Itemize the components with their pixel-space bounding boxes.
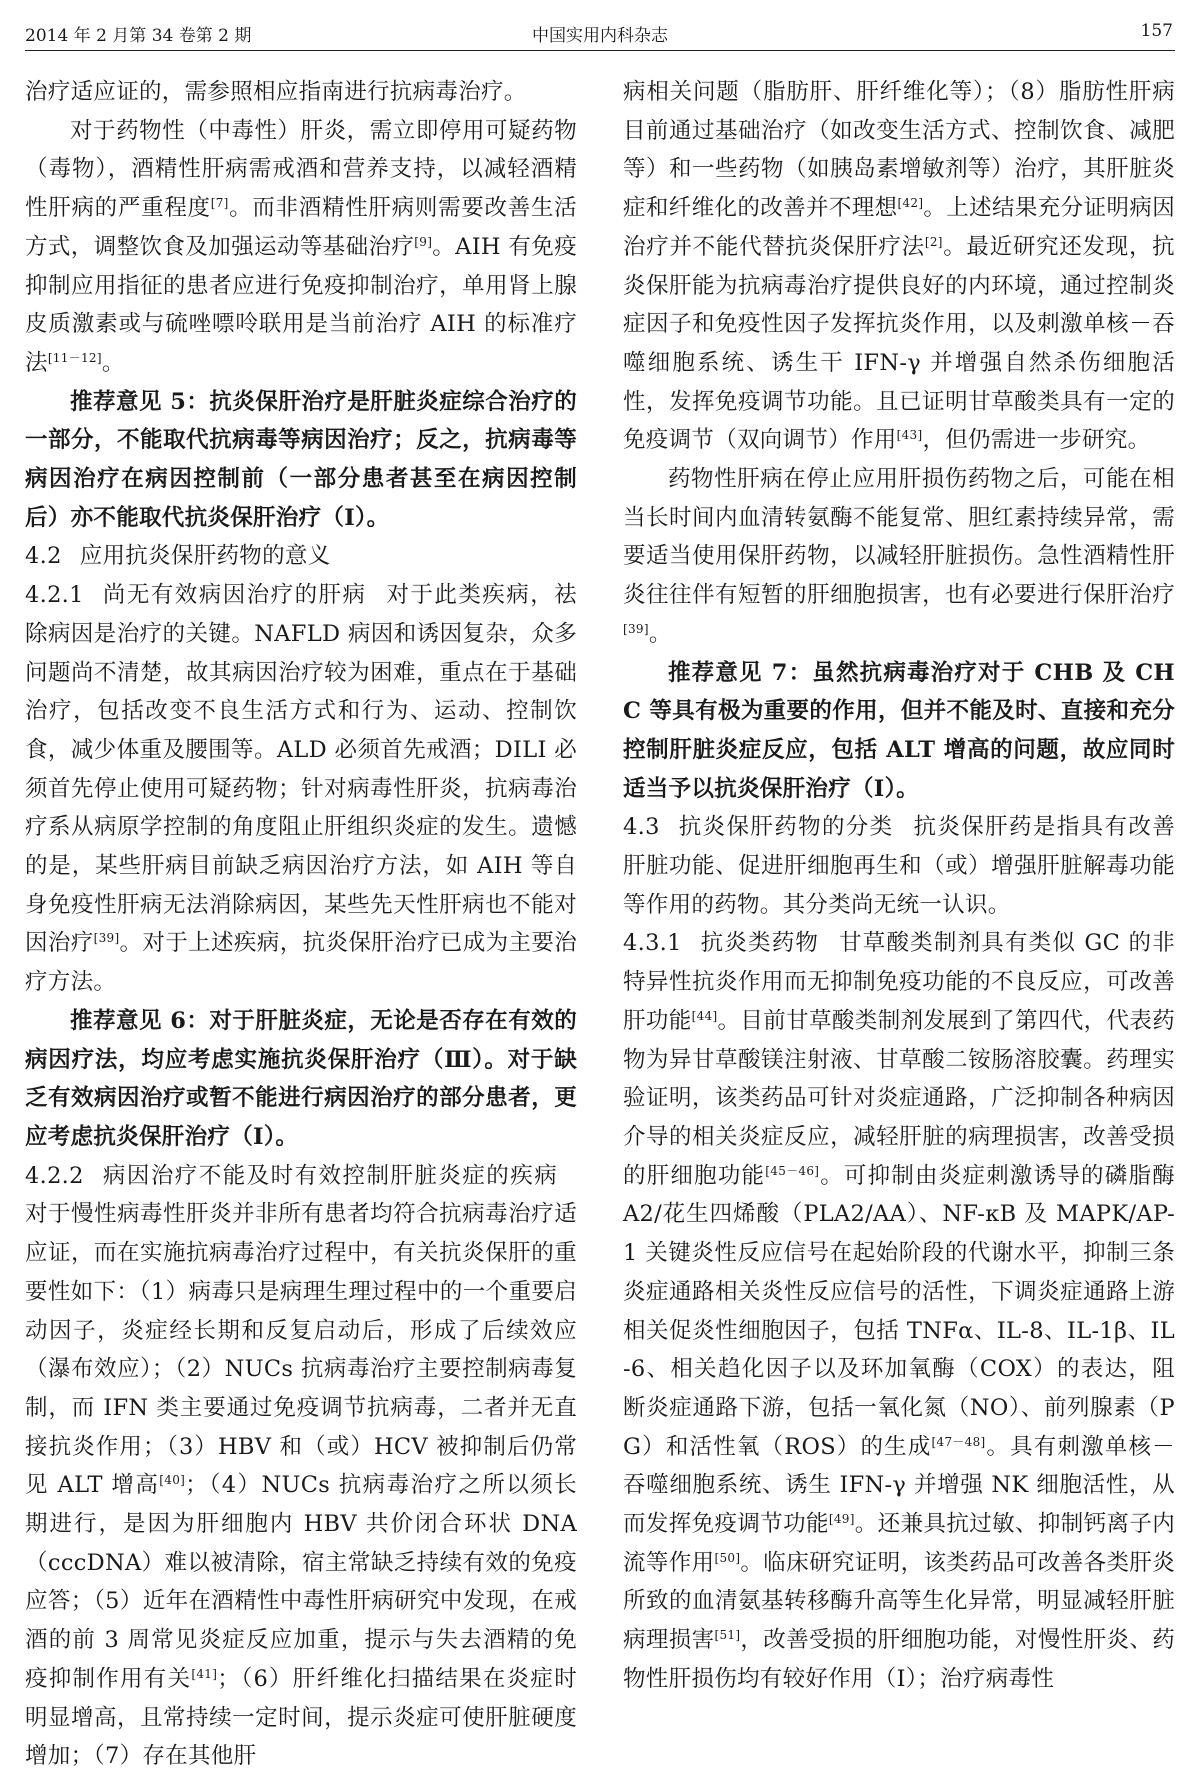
issue-info: 2014 年 2 月第 34 卷第 2 期 bbox=[25, 26, 252, 46]
citation: [40] bbox=[159, 1473, 186, 1488]
recommendation-5: 推荐意见 5：抗炎保肝治疗是肝脏炎症综合治疗的一部分，不能取代抗病毒等病因治疗；反之，抗病毒等病因治疗在病因控制前（一部分患者甚至在病因控制后）亦不能取代抗炎保肝治疗（Ⅰ）。 bbox=[25, 388, 577, 531]
subsection-heading: 抗炎保肝药物的分类 bbox=[677, 814, 894, 841]
citation: [42] bbox=[897, 196, 924, 211]
recommendation-7: 推荐意见 7：虽然抗病毒治疗对于 CHB 及 CHC 等具有极为重要的作用，但并不能及时、直接和充分控制肝脏炎症反应，包括 ALT 增高的问题，故应同时适当予以抗炎保肝治疗（Ⅰ）。 bbox=[623, 659, 1175, 802]
citation: [50] bbox=[714, 1550, 741, 1565]
subsection-heading: 抗炎类药物 bbox=[699, 930, 820, 957]
citation: [2] bbox=[924, 234, 943, 249]
running-header bbox=[25, 14, 1175, 51]
paragraph: 药物性肝病在停止应用肝损伤药物之后，可能在相当长时间内血清转氨酶不能复常、胆红素持续异常，需要适当使用保肝药物，以减轻肝脏损伤。急性酒精性肝炎往往伴有短暂的肝细胞损害，也有必要进行保肝治疗[39]。 bbox=[623, 466, 1175, 647]
section-4-2-1: 4.2.1 尚无有效病因治疗的肝病 对于此类疾病，祛除病因是治疗的关键。NAFLD 病因和诱因复杂，众多问题尚不清楚，故其病因治疗较为困难，重点在于基础治疗，包括改变不良生活方式和行为、运动、控制饮食，减少体重及腰围等。ALD 必须首先戒酒；DILI 必须首先停止使用可疑药物；针对病毒性肝炎，抗病毒治疗系从病原学控制的角度阻止肝组织炎症的发生。遗憾的是，某些肝病目前缺乏病因治疗方法，如 AIH 等自身免疫性肝病无法消除病因，某些先天性肝病也不能对因治疗[39]。对于上述疾病，抗炎保肝治疗已成为主要治疗方法。 bbox=[25, 582, 577, 996]
section-heading-4-2: 4.2 应用抗炎保肝药物的意义 bbox=[25, 543, 331, 570]
journal-title: 中国实用内科杂志 bbox=[532, 26, 668, 46]
citation: [43] bbox=[896, 428, 923, 443]
section-4-3: 4.3 抗炎保肝药物的分类 抗炎保肝药是指具有改善肝脏功能、促进肝细胞再生和（或）增强肝脏解毒功能等作用的药物。其分类尚无统一认识。 bbox=[623, 814, 1175, 918]
citation: [47－48] bbox=[931, 1434, 986, 1449]
page-number: 157 bbox=[1140, 21, 1173, 41]
citation: [7] bbox=[210, 196, 229, 211]
section-4-2-2: 4.2.2 病因治疗不能及时有效控制肝脏炎症的疾病对于慢性病毒性肝炎并非所有患者均符合抗病毒治疗适应证，而在实施抗病毒治疗过程中，有关抗炎保肝的重要性如下：（1）病毒只是病理生理过程中的一个重要启动因子，炎症经长期和反复启动后，形成了后续效应（瀑布效应）；（2）NUCs 抗病毒治疗主要控制病毒复制，而 IFN 类主要通过免疫调节抗病毒，二者并无直接抗炎作用；（3）HBV 和（或）HCV 被抑制后仍常见 ALT 增高[40]；（4）NUCs 抗病毒治疗之所以须长期进行，是因为肝细胞内 HBV 共价闭合环状 DNA（cccDNA）难以被清除，宿主常缺乏持续有效的免疫应答；（5）近年在酒精性中毒性肝病研究中发现，在戒酒的前 3 周常见炎症反应加重，提示与失去酒精的免疫抑制作用有关[41]；（6）肝纤维化扫描结果在炎症时明显增高，且常持续一定时间，提示炎症可使肝脏硬度增加；（7）存在其他肝 bbox=[25, 1162, 577, 1770]
paragraph: 对于药物性（中毒性）肝炎，需立即停用可疑药物（毒物），酒精性肝病需戒酒和营养支持，以减轻酒精性肝病的严重程度[7]。而非酒精性肝病则需要改善生活方式，调整饮食及加强运动等基础治疗[9]。AIH 有免疫抑制应用指征的患者应进行免疫抑制治疗，单用肾上腺皮质激素或与硫唑嘌呤联用是当前治疗 AIH 的标准疗法[11－12]。 bbox=[25, 117, 577, 376]
subsection-heading: 病因治疗不能及时有效控制肝脏炎症的疾病 bbox=[101, 1162, 557, 1189]
citation: [39] bbox=[93, 931, 120, 946]
subsection-heading: 尚无有效病因治疗的肝病 bbox=[101, 582, 367, 609]
recommendation-6: 推荐意见 6：对于肝脏炎症，无论是否存在有效的病因疗法，均应考虑实施抗炎保肝治疗（Ⅲ）。对于缺乏有效病因治疗或暂不能进行病因治疗的部分患者，更应考虑抗炎保肝治疗（Ⅰ）。 bbox=[25, 1007, 577, 1150]
citation: [45－46] bbox=[765, 1163, 820, 1178]
citation: [51] bbox=[714, 1628, 741, 1643]
paragraph: 病相关问题（脂肪肝、肝纤维化等）；（8）脂肪性肝病目前通过基础治疗（如改变生活方式、控制饮食、减肥等）和一些药物（如胰岛素增敏剂等）治疗，其肝脏炎症和纤维化的改善并不理想[42]。上述结果充分证明病因治疗并不能代替抗炎保肝疗法[2]。最近研究还发现，抗炎保肝能为抗病毒治疗提供良好的内环境，通过控制炎症因子和免疫性因子发挥抗炎作用，以及刺激单核－吞噬细胞系统、诱生干 IFN-γ 并增强自然杀伤细胞活性，发挥免疫调节功能。且已证明甘草酸类具有一定的免疫调节（双向调节）作用[43]，但仍需进一步研究。 bbox=[623, 79, 1175, 454]
citation: [39] bbox=[623, 621, 649, 636]
citation: [49] bbox=[828, 1512, 855, 1527]
citation: [9] bbox=[414, 234, 433, 249]
left-column bbox=[25, 73, 577, 1776]
section-4-3-1: 4.3.1 抗炎类药物 甘草酸类制剂具有类似 GC 的非特异性抗炎作用而无抑制免疫功能的不良反应，可改善肝功能[44]。目前甘草酸类制剂发展到了第四代，代表药物为异甘草酸镁注射液、甘草酸二铵肠溶胶囊。药理实验证明，该类药品可针对炎症通路，广泛抑制各种病因介导的相关炎症反应，减轻肝脏的病理损害，改善受损的肝细胞功能[45－46]。可抑制由炎症刺激诱导的磷脂酶 A2/花生四烯酸（PLA2/AA）、NF-κB 及 MAPK/AP-1 关键炎性反应信号在起始阶段的代谢水平，抑制三条炎症通路相关炎性反应信号的活性，下调炎症通路上游相关促炎性细胞因子，包括 TNFα、IL-8、IL-1β、IL-6、相关趋化因子以及环加氧酶（COX）的表达，阻断炎症通路下游，包括一氧化氮（NO）、前列腺素（PG）和活性氧（ROS）的生成[47－48]。具有刺激单核－吞噬细胞系统、诱生 IFN-γ 并增强 NK 细胞活性，从而发挥免疫调节功能[49]。还兼具抗过敏、抑制钙离子内流等作用[50]。临床研究证明，该类药品可改善各类肝炎所致的血清氨基转移酶升高等生化异常，明显减轻肝脏病理损害[51]，改善受损的肝细胞功能，对慢性肝炎、药物性肝损伤均有较好作用（Ⅰ）；治疗病毒性 bbox=[623, 930, 1176, 1692]
paragraph: 治疗适应证的，需参照相应指南进行抗病毒治疗。 bbox=[25, 79, 527, 105]
citation: [41] bbox=[191, 1666, 218, 1681]
citation: [11－12] bbox=[47, 350, 102, 365]
citation: [44] bbox=[691, 1008, 718, 1023]
right-column bbox=[623, 73, 1175, 1699]
